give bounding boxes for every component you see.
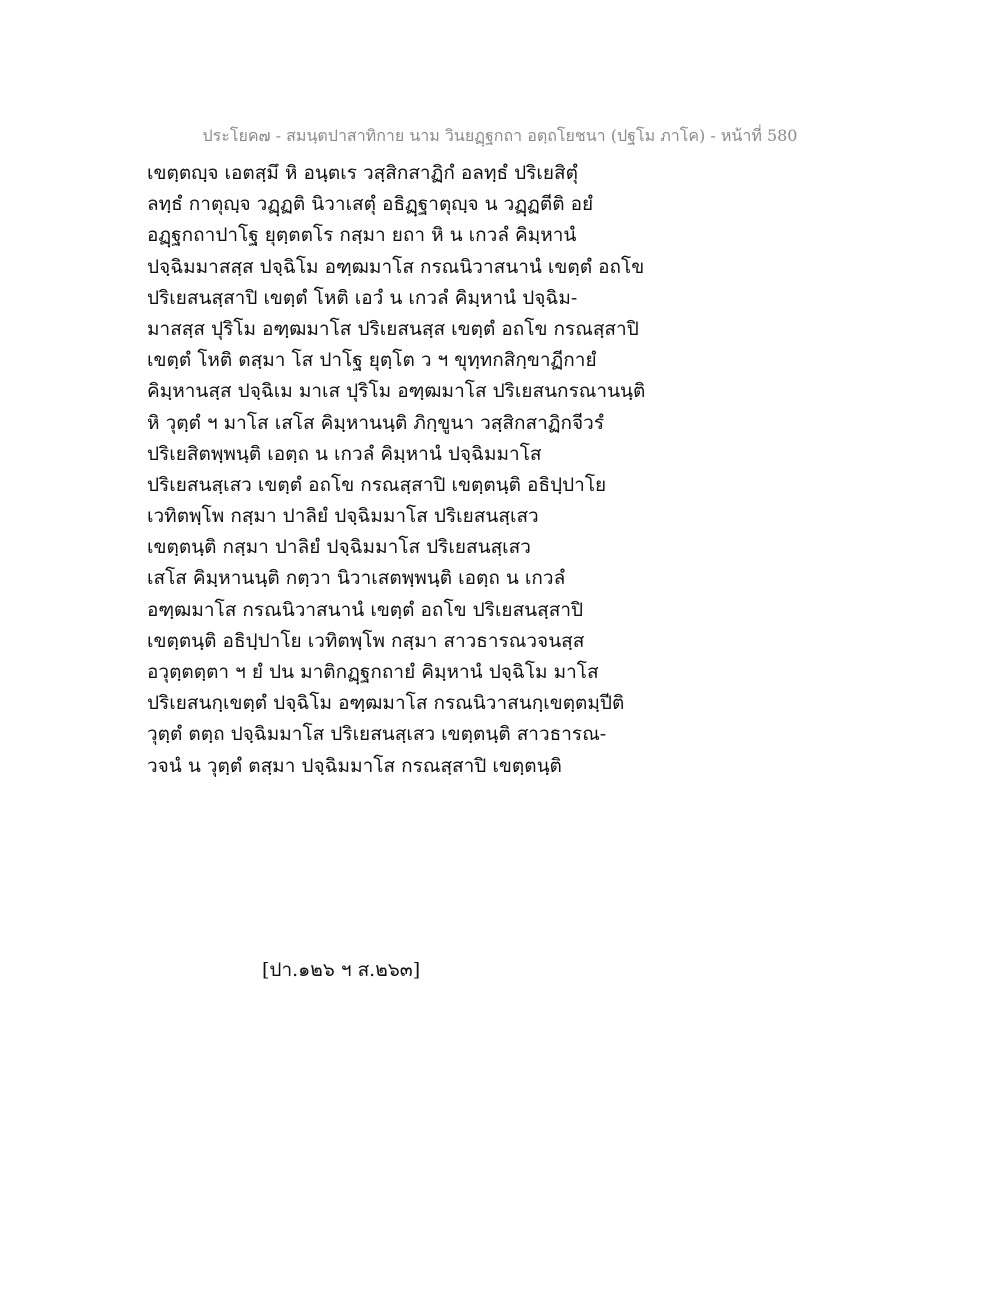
text-line: คิมฺหานสฺส ปจฺฉิเม มาเส ปุริโม อฑฺฒมาโส ปริเยสนกรณานนฺติ: [147, 380, 646, 403]
text-line: มาสสฺส ปุริโม อฑฺฒมาโส ปริเยสนสฺส เขตฺตํ อถโข กรณสฺสาปิ: [147, 317, 639, 340]
text-line: วจนํ น วุตฺตํ ตสฺมา ปจฺฉิมมาโส กรณสฺสาปิ เขตฺตนฺติ: [147, 754, 562, 777]
text-line: ปจฺฉิมมาสสฺส ปจฺฉิโม อฑฺฒมาโส กรณนิวาสนานํ เขตฺตํ อถโข: [147, 255, 645, 278]
text-line: วุตฺตํ ตตฺถ ปจฺฉิมมาโส ปริเยสนสฺเสว เขตฺตนฺติ สาวธารณ-: [147, 723, 607, 746]
text-line: ลทฺธํ กาตุญฺจ วฏฺฏติ นิวาเสตุํ อธิฏฺฐาตุญฺจ น วฏฺฏตีติ อยํ: [147, 193, 594, 216]
text-line: ปริเยสนสฺสาปิ เขตฺตํ โหติ เอวํ น เกวลํ คิมฺหานํ ปจฺฉิม-: [147, 286, 578, 309]
text-line: อวุตฺตตฺตา ฯ ยํ ปน มาติกฏฺฐกถายํ คิมฺหานํ ปจฺฉิโม มาโส: [147, 661, 599, 683]
text-line: ปริเยสิตพฺพนฺติ เอตฺถ น เกวลํ คิมฺหานํ ปจฺฉิมมาโส: [147, 442, 542, 465]
text-line: เขตฺตนฺติ กสฺมา ปาลิยํ ปจฺฉิมมาโส ปริเยสนสฺเสว: [147, 536, 531, 559]
text-line: ปริเยสนกฺเขตฺตํ ปจฺฉิโม อฑฺฒมาโส กรณนิวาสนกฺเขตฺตมฺปีติ: [147, 692, 625, 715]
text-line: เขตฺตํ โหติ ตสฺมา โส ปาโฐ ยุตฺโต ว ฯ ขุทฺทกสิกฺขาฏีกายํ: [147, 349, 597, 372]
text-line: อฑฺฒมาโส กรณนิวาสนานํ เขตฺตํ อถโข ปริเยสนสฺสาปิ: [147, 598, 584, 621]
body-text: [147, 158, 907, 782]
text-line: เขตฺตนฺติ อธิปฺปาโย เวทิตพฺโพ กสฺมา สาวธารณวจนสฺส: [147, 629, 585, 652]
text-line: หิ วุตฺตํ ฯ มาโส เสโส คิมฺหานนฺติ ภิกฺขูนา วสฺสิกสาฏิกจีวรํ: [147, 411, 605, 434]
text-line: เสโส คิมฺหานนฺติ กตฺวา นิวาเสตพฺพนฺติ เอตฺถ น เกวลํ: [147, 567, 566, 590]
running-header: ประโยค๗ - สมนฺตปาสาทิกาย นาม วินยฏฺฐกถา อตฺถโยชนา (ปฐโม ภาโค) - หน้าที่ 580: [202, 126, 798, 145]
text-line: เวทิตพฺโพ กสฺมา ปาลิยํ ปจฺฉิมมาโส ปริเยสนสฺเสว: [147, 505, 539, 528]
text-line: อฏฺฐกถาปาโฐ ยุตฺตตโร กสฺมา ยถา หิ น เกวลํ คิมฺหานํ: [147, 224, 577, 247]
text-line: เขตฺตญฺจ เอตสฺมึ หิ อนฺตเร วสฺสิกสาฏิกํ อลทฺธํ ปริเยสิตุํ: [147, 162, 578, 184]
text-line: ปริเยสนสฺเสว เขตฺตํ อถโข กรณสฺสาปิ เขตฺตนฺติ อธิปฺปาโย: [147, 473, 607, 496]
source-reference: [ปา.๑๒๖ ฯ ส.๒๖๓]: [262, 959, 421, 981]
